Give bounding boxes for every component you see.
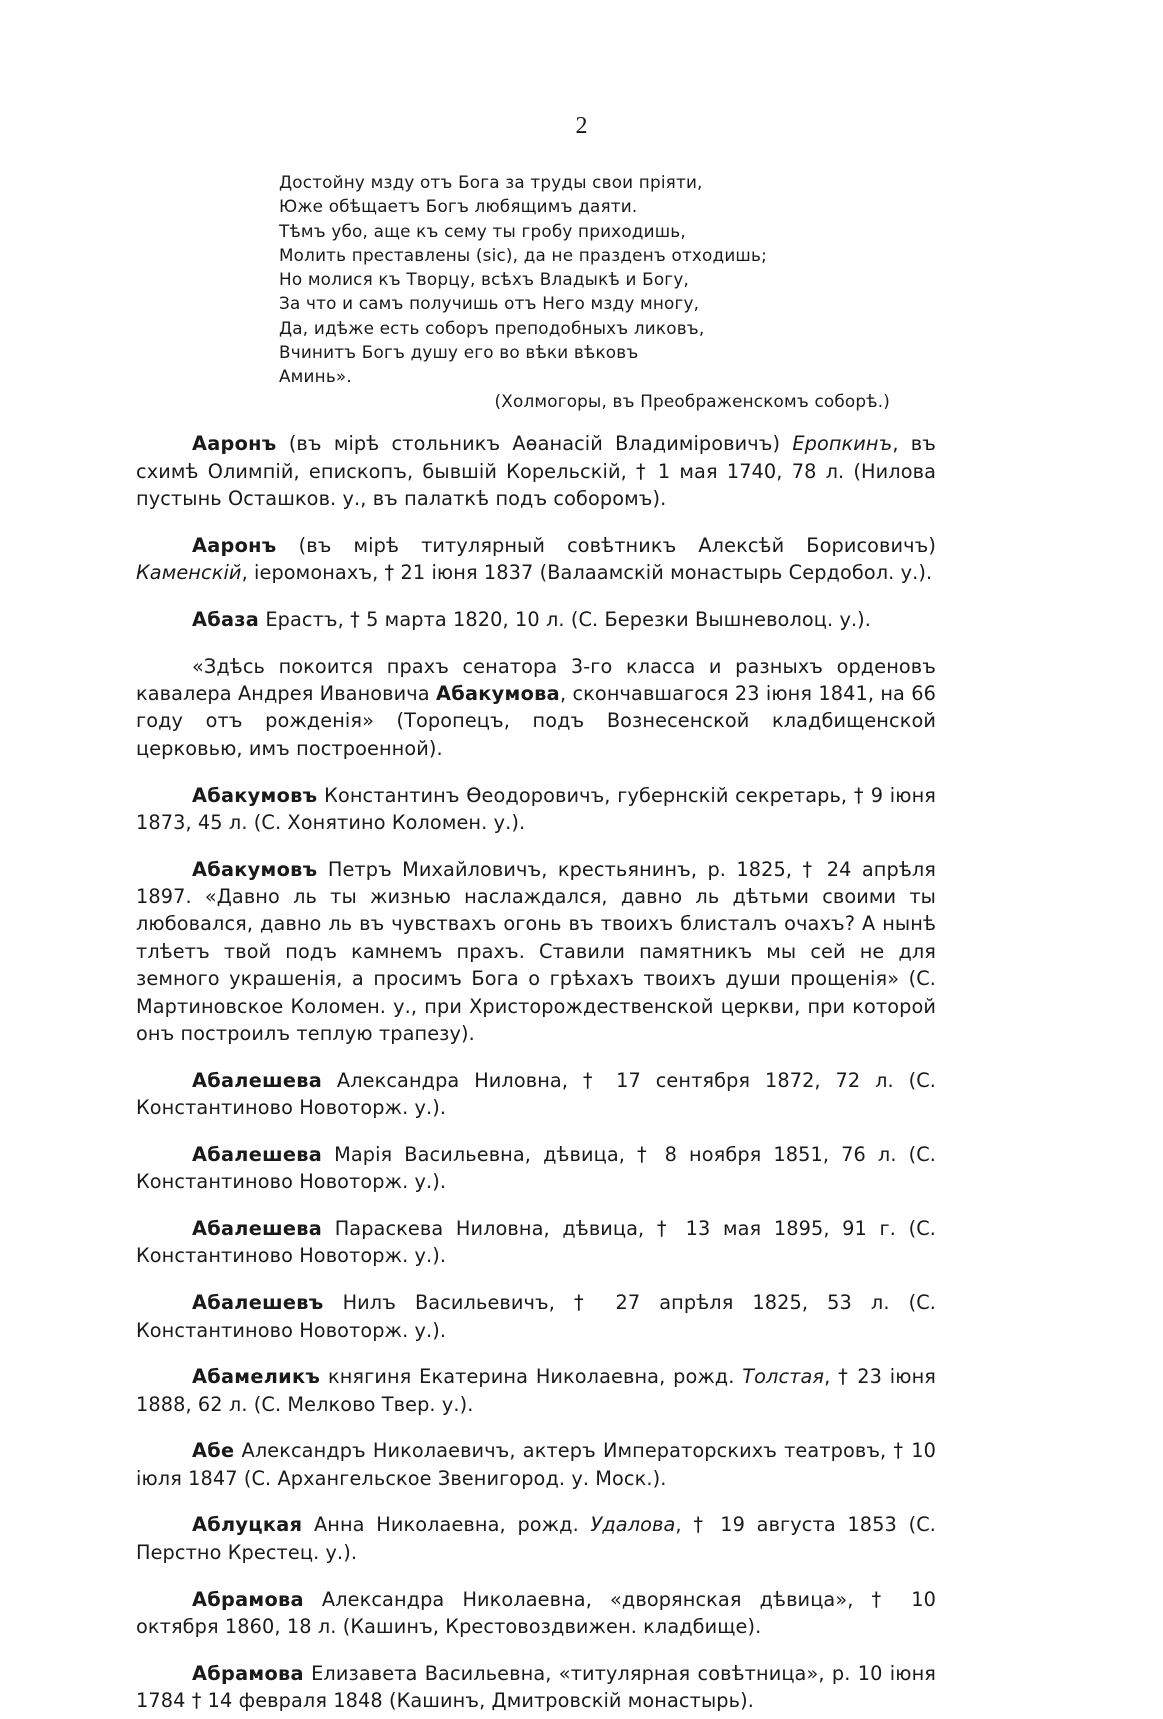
entry-name: Абрамова xyxy=(192,1587,304,1611)
entry-text: Константинъ Ѳеодоровичъ, губернскій секретарь, † 9 іюня 1873, 45 л. (С. Хонятино Коломен. у.). xyxy=(136,783,936,834)
entry-text: Ерастъ, † 5 марта 1820, 10 л. (С. Березки Вышневолоц. у.). xyxy=(265,607,872,631)
poem-line: Да, идѣже есть соборъ преподобныхъ ликовъ, xyxy=(279,317,705,338)
poem-line: Аминь». xyxy=(279,366,352,387)
entry-text: княгиня Екатерина Николаевна, рожд. xyxy=(327,1365,735,1389)
entry-text: Анна Николаевна, рожд. xyxy=(313,1513,579,1537)
entry xyxy=(136,1437,936,1492)
entry-name: Абакумова xyxy=(435,682,560,706)
entry-text: Елизавета Васильевна, «титулярная совѣтница», р. 10 іюня 1784 † 14 февраля 1848 (Кашинъ, Дмитровскій монастырь). xyxy=(136,1661,937,1713)
entry-name: Абалешева xyxy=(192,1217,323,1241)
entry-text: , іеромонахъ, † 21 іюня 1837 (Валаамскій монастырь Сердобол. у.). xyxy=(241,561,933,585)
entry-name: Абрамова xyxy=(192,1661,304,1685)
entry-text: , въ схимѣ Олимпій, епископъ, бывшій Корельскій, † 1 мая 1740, 78 л. (Нилова пустынь Осташков. у., въ палаткѣ подъ соборомъ). xyxy=(136,432,936,511)
entry xyxy=(136,653,936,763)
entry xyxy=(136,430,936,512)
poem-line: Юже обѣщаетъ Богъ любящимъ даяти. xyxy=(279,196,638,217)
entry-text: , скончавшагося 23 іюня 1841, на 66 году отъ рожденія» (Торопецъ, подъ Вознесенской кладбищенской церковью, имъ построенной). xyxy=(136,682,936,760)
entry-name: Абе xyxy=(192,1439,235,1463)
entry-name: Ааронъ xyxy=(192,432,277,456)
entry xyxy=(136,1141,936,1196)
entry xyxy=(136,856,936,1048)
entry-text: «Здѣсь покоится прахъ сенатора 3-го класса и разныхъ орденовъ кавалера Андрея Ивановича xyxy=(136,654,936,706)
entry-name: Абакумовъ xyxy=(192,783,318,807)
entry xyxy=(136,1363,936,1418)
entry-name: Абакумовъ xyxy=(192,857,318,881)
entry-text: Александръ Николаевичъ, актеръ Императорскихъ театровъ, † 10 іюля 1847 (С. Архангельское Звенигород. у. Моск.). xyxy=(136,1439,936,1490)
entry-list xyxy=(136,411,936,1719)
entry-text: Александра Николаевна, «дворянская дѣвица», † 10 октября 1860, 18 л. (Кашинъ, Крестовоздвижен. кладбище). xyxy=(136,1587,936,1638)
entry-text: Петръ Михайловичъ, крестьянинъ, р. 1825, † 24 апрѣля 1897. «Давно ль ты жизнью наслаждался, давно ль дѣтьми своими ты любовался, давно ль въ чувствахъ огонь въ твоихъ блисталъ очахъ? А нынѣ тлѣетъ твой подъ камнемъ прахъ. Ставили памятникъ мы сей не для земного украшенія, а просимъ Бога о грѣхахъ твоихъ души прощенія» (С. Мартиновское Коломен. у., при Христорождественской церкви, при которой онъ построилъ теплую трапезу). xyxy=(136,857,936,1046)
entry-name: Абаза xyxy=(192,607,260,631)
epitaph-poem xyxy=(279,170,899,413)
entry xyxy=(136,606,936,633)
entry-name: Абалешева xyxy=(192,1142,323,1166)
entry-name: Абалешева xyxy=(192,1068,323,1092)
entry xyxy=(136,782,936,837)
poem-source: (Холмогоры, въ Преображенскомъ соборѣ.) xyxy=(494,390,890,411)
entry-text: (въ мірѣ стольникъ Аѳанасій Владиміровичъ) xyxy=(288,432,781,456)
entry-surname: Еропкинъ xyxy=(792,432,893,456)
entry xyxy=(136,1511,936,1566)
poem-line: Тѣмъ убо, аще къ сему ты гробу приходишь, xyxy=(279,220,686,241)
entry-text: Параскева Ниловна, дѣвица, † 13 мая 1895, 91 г. (С. Константиново Новоторж. у.). xyxy=(136,1217,936,1268)
entry-surname: Толстая xyxy=(742,1365,825,1389)
entry xyxy=(136,1289,936,1344)
poem-line: Достойну мзду отъ Бога за труды свои пріяти, xyxy=(279,172,703,192)
entry-text: , † 23 іюня 1888, 62 л. (С. Мелково Твер. у.). xyxy=(136,1365,937,1416)
poem-line: Вчинитъ Богъ душу его во вѣки вѣковъ xyxy=(279,342,639,363)
entry-surname: Удалова xyxy=(590,1513,676,1537)
entry-name: Ааронъ xyxy=(192,533,277,557)
entry xyxy=(136,1215,936,1270)
poem-line: Но молися къ Творцу, всѣхъ Владыкѣ и Богу, xyxy=(279,269,689,290)
entry-text: (въ мірѣ титулярный совѣтникъ Алексѣй Борисовичъ) xyxy=(298,533,936,557)
entry-text: Александра Ниловна, † 17 сентября 1872, 72 л. (С. Константиново Новоторж. у.). xyxy=(136,1068,937,1120)
entry-name: Аблуцкая xyxy=(192,1513,303,1537)
entry xyxy=(136,1586,936,1641)
entry xyxy=(136,1660,936,1715)
page-number: 2 xyxy=(575,113,588,139)
entry-text: Марія Васильевна, дѣвица, † 8 ноября 1851, 76 л. (С. Константиново Новоторж. у.). xyxy=(136,1142,936,1194)
entry xyxy=(136,532,936,587)
poem-line: Молить преставлены (sic), да не празденъ отходишь; xyxy=(279,244,767,265)
entry-name: Абамеликъ xyxy=(192,1365,321,1389)
entry xyxy=(136,1067,936,1122)
entry-surname: Каменскій xyxy=(136,561,242,585)
entry-text: , † 19 августа 1853 (С. Перстно Крестец. у.). xyxy=(136,1513,936,1564)
entry-text: Нилъ Васильевичъ, † 27 апрѣля 1825, 53 л. (С. Константиново Новоторж. у.). xyxy=(136,1291,936,1342)
poem-line: За что и самъ получишь отъ Него мзду многу, xyxy=(279,293,700,314)
entry-name: Абалешевъ xyxy=(192,1291,324,1315)
